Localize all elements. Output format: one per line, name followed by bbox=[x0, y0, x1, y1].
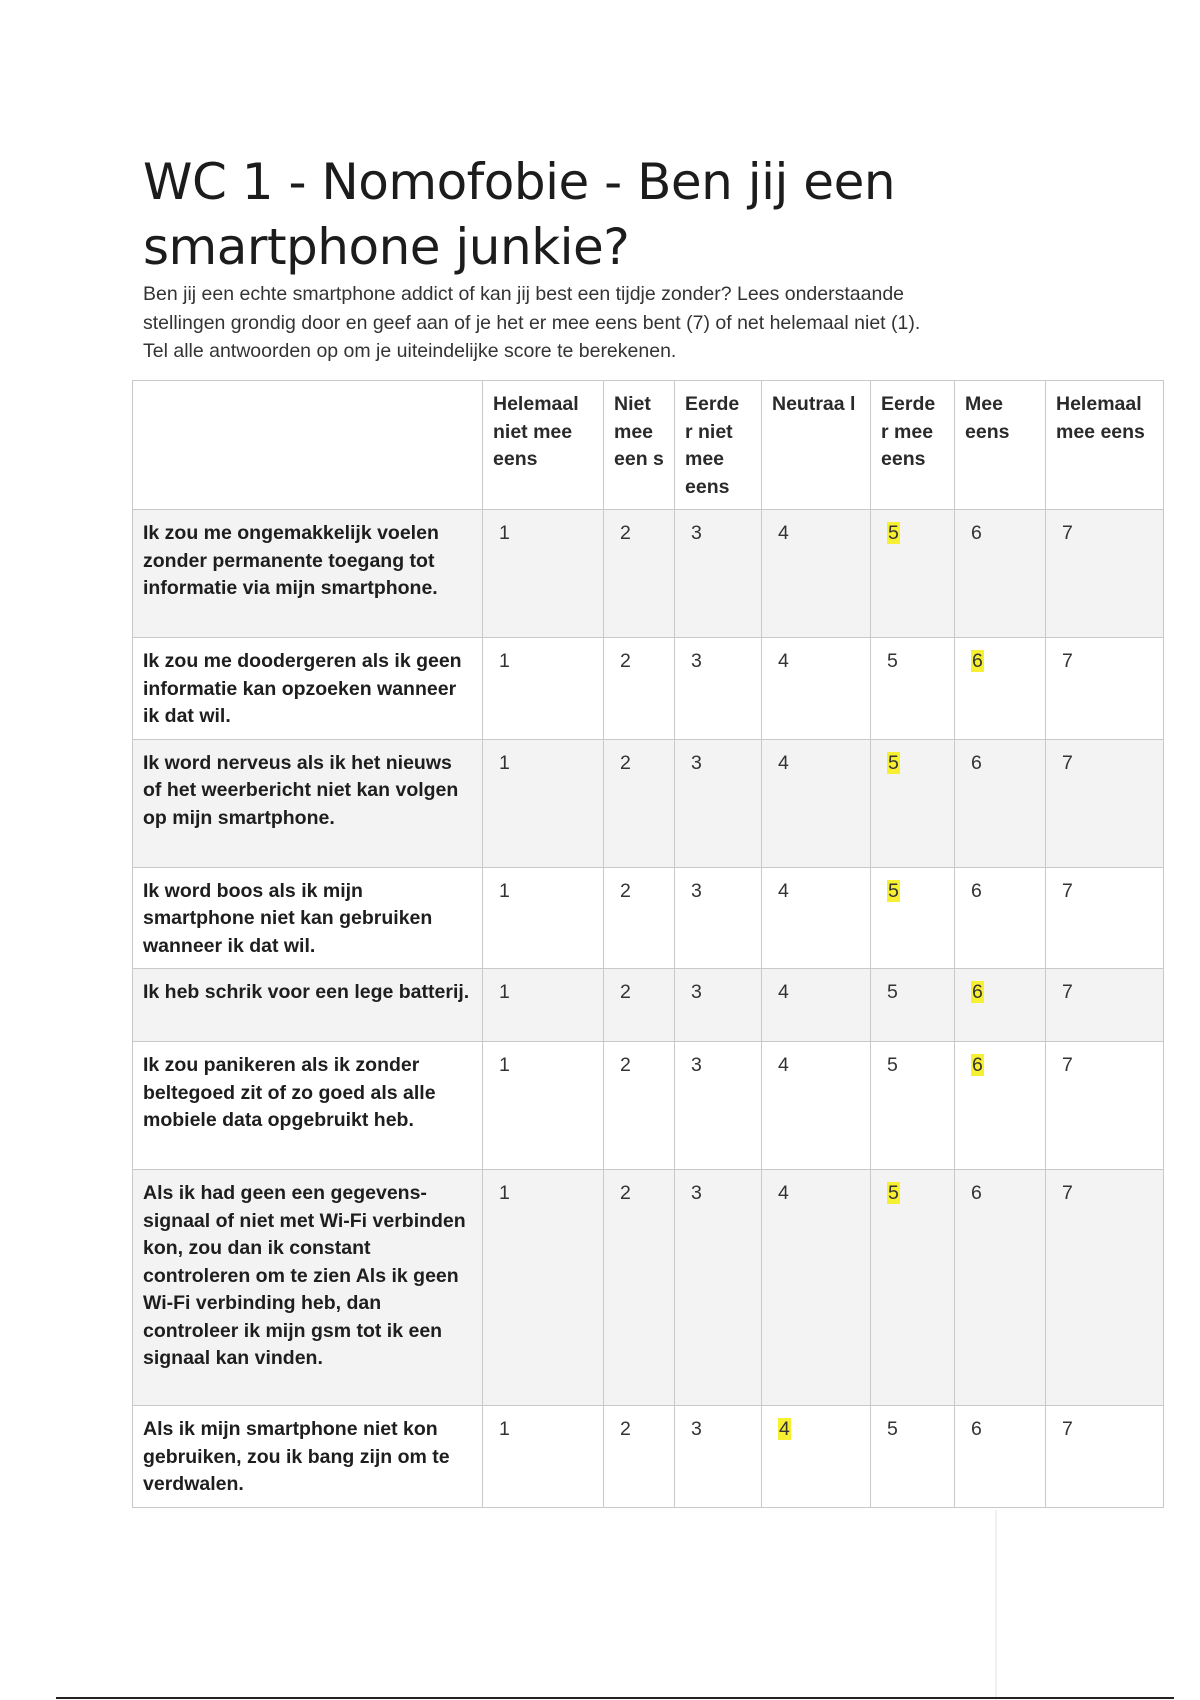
score-cell bbox=[955, 1042, 1046, 1170]
score-value: 5 bbox=[887, 1418, 898, 1440]
score-cell bbox=[955, 1406, 1046, 1508]
score-cell bbox=[604, 510, 675, 638]
score-cell bbox=[604, 1406, 675, 1508]
score-value: 4 bbox=[778, 1054, 789, 1076]
intro-line-3: Tel alle antwoorden op om je uiteindelijke score te berekenen. bbox=[143, 340, 677, 362]
score-cell bbox=[604, 867, 675, 969]
score-value: 6 bbox=[971, 1418, 982, 1440]
selected-score-highlight: 5 bbox=[888, 1182, 899, 1204]
score-cell bbox=[483, 969, 604, 1042]
score-cell bbox=[1046, 739, 1164, 867]
selected-score-highlight: 5 bbox=[888, 879, 899, 902]
statement-cell: Ik word nerveus als ik het nieuws of het weerbericht niet kan volgen op mijn smartphone. bbox=[133, 739, 483, 867]
score-value: 6 bbox=[971, 751, 982, 774]
score-value: 1 bbox=[499, 1182, 510, 1204]
score-cell bbox=[675, 1406, 762, 1508]
header-row bbox=[133, 381, 1164, 510]
score-cell bbox=[762, 1406, 871, 1508]
score-value: 3 bbox=[691, 981, 702, 1003]
score-value: 3 bbox=[691, 522, 702, 544]
score-cell bbox=[955, 867, 1046, 969]
score-value: 4 bbox=[778, 1182, 789, 1204]
table-row bbox=[133, 969, 1164, 1042]
page-title: WC 1 - Nomofobie - Ben jij een smartphone junkie? bbox=[143, 153, 896, 276]
score-cell bbox=[1046, 1042, 1164, 1170]
score-value: 6 bbox=[971, 879, 982, 902]
score-cell bbox=[1046, 638, 1164, 740]
intro-line-1: Ben jij een echte smartphone addict of kan jij best een tijdje zonder? Lees onderstaande bbox=[143, 283, 905, 305]
score-cell bbox=[1046, 867, 1164, 969]
score-cell bbox=[871, 1406, 955, 1508]
header-eerder-mee-eens: Eerde r mee eens bbox=[871, 381, 955, 510]
page-bottom-rule bbox=[56, 1697, 1174, 1699]
score-value: 2 bbox=[620, 981, 631, 1003]
score-cell bbox=[1046, 1170, 1164, 1406]
score-value: 7 bbox=[1062, 1054, 1073, 1076]
score-value: 3 bbox=[691, 879, 702, 902]
score-value: 1 bbox=[499, 522, 510, 544]
survey-body bbox=[133, 510, 1164, 1508]
score-cell bbox=[483, 1406, 604, 1508]
score-cell bbox=[955, 510, 1046, 638]
selected-score-highlight: 6 bbox=[972, 650, 983, 672]
score-value: 2 bbox=[620, 879, 631, 902]
score-cell bbox=[1046, 510, 1164, 638]
score-value: 3 bbox=[691, 1182, 702, 1204]
table-row bbox=[133, 739, 1164, 867]
score-value: 7 bbox=[1062, 650, 1073, 672]
score-value: 5 bbox=[887, 1054, 898, 1076]
score-value: 1 bbox=[499, 1054, 510, 1076]
score-cell bbox=[483, 1042, 604, 1170]
score-value: 5 bbox=[887, 650, 898, 672]
statement-cell: Als ik mijn smartphone niet kon gebruiken, zou ik bang zijn om te verdwalen. bbox=[133, 1406, 483, 1508]
score-cell bbox=[762, 1042, 871, 1170]
table-row bbox=[133, 510, 1164, 638]
score-cell bbox=[762, 638, 871, 740]
score-cell bbox=[483, 867, 604, 969]
table-row bbox=[133, 1170, 1164, 1406]
score-cell bbox=[675, 638, 762, 740]
score-cell bbox=[762, 969, 871, 1042]
score-value: 5 bbox=[887, 981, 898, 1003]
score-cell bbox=[604, 638, 675, 740]
score-value: 6 bbox=[971, 1182, 982, 1204]
header-mee-eens: Mee eens bbox=[955, 381, 1046, 510]
score-value: 2 bbox=[620, 1182, 631, 1204]
score-value: 1 bbox=[499, 1418, 510, 1440]
statement-cell: Als ik had geen een gegevens-signaal of niet met Wi-Fi verbinden kon, zou dan ik constant controleren om te zien Als ik geen Wi-Fi verbinding heb, dan controleer ik mijn gsm tot ik een signaal kan vinden. bbox=[133, 1170, 483, 1406]
selected-score-highlight: 6 bbox=[972, 1054, 983, 1076]
score-cell bbox=[955, 969, 1046, 1042]
page-artifact-line bbox=[995, 1510, 997, 1700]
score-value: 7 bbox=[1062, 879, 1073, 902]
score-cell bbox=[871, 739, 955, 867]
score-cell bbox=[955, 638, 1046, 740]
score-value: 3 bbox=[691, 1418, 702, 1440]
statement-cell: Ik zou panikeren als ik zonder beltegoed zit of zo goed als alle mobiele data opgebruikt heb. bbox=[133, 1042, 483, 1170]
score-cell bbox=[871, 638, 955, 740]
score-cell bbox=[604, 969, 675, 1042]
score-value: 1 bbox=[499, 879, 510, 902]
header-neutraal: Neutraa l bbox=[762, 381, 871, 510]
score-value: 6 bbox=[971, 522, 982, 544]
score-value: 2 bbox=[620, 522, 631, 544]
statement-cell: Ik heb schrik voor een lege batterij. bbox=[133, 969, 483, 1042]
score-value: 2 bbox=[620, 1418, 631, 1440]
score-cell bbox=[1046, 1406, 1164, 1508]
intro-line-2: stellingen grondig door en geef aan of je het er mee eens bent (7) of net helemaal niet (1). bbox=[143, 311, 921, 334]
score-cell bbox=[483, 510, 604, 638]
score-value: 2 bbox=[620, 1054, 631, 1076]
score-value: 4 bbox=[778, 981, 789, 1003]
score-value: 7 bbox=[1062, 751, 1073, 774]
score-value: 1 bbox=[499, 981, 510, 1003]
score-cell bbox=[675, 510, 762, 638]
score-value: 7 bbox=[1062, 981, 1073, 1003]
score-cell bbox=[955, 1170, 1046, 1406]
selected-score-highlight: 5 bbox=[888, 522, 899, 544]
score-cell bbox=[871, 1042, 955, 1170]
header-helemaal-mee-eens: Helemaal mee eens bbox=[1046, 381, 1164, 510]
score-cell bbox=[604, 739, 675, 867]
score-value: 3 bbox=[691, 650, 702, 672]
score-cell bbox=[955, 739, 1046, 867]
score-cell bbox=[871, 510, 955, 638]
score-cell bbox=[483, 638, 604, 740]
statement-cell: Ik word boos als ik mijn smartphone niet kan gebruiken wanneer ik dat wil. bbox=[133, 867, 483, 969]
score-cell bbox=[675, 969, 762, 1042]
score-cell bbox=[871, 969, 955, 1042]
score-cell bbox=[483, 739, 604, 867]
score-cell bbox=[675, 1170, 762, 1406]
score-cell bbox=[762, 510, 871, 638]
score-value: 3 bbox=[691, 1054, 702, 1076]
score-cell bbox=[675, 1042, 762, 1170]
score-value: 7 bbox=[1062, 1418, 1073, 1440]
score-cell bbox=[871, 867, 955, 969]
score-value: 1 bbox=[499, 650, 510, 672]
selected-score-highlight: 6 bbox=[972, 981, 983, 1003]
nomofobie-survey-table bbox=[132, 380, 1164, 1508]
header-statement bbox=[133, 381, 483, 510]
score-value: 1 bbox=[499, 751, 510, 774]
header-helemaal-niet-mee-eens: Helemaal niet mee eens bbox=[483, 381, 604, 510]
score-value: 4 bbox=[778, 879, 789, 902]
table-row bbox=[133, 638, 1164, 740]
score-cell bbox=[675, 739, 762, 867]
score-value: 7 bbox=[1062, 522, 1073, 544]
selected-score-highlight: 5 bbox=[888, 751, 899, 774]
score-cell bbox=[762, 1170, 871, 1406]
score-cell bbox=[483, 1170, 604, 1406]
score-cell bbox=[675, 867, 762, 969]
score-value: 2 bbox=[620, 751, 631, 774]
score-cell bbox=[762, 867, 871, 969]
table-row bbox=[133, 867, 1164, 969]
table-row bbox=[133, 1042, 1164, 1170]
score-value: 3 bbox=[691, 751, 702, 774]
score-cell bbox=[604, 1042, 675, 1170]
score-value: 4 bbox=[778, 522, 789, 544]
score-cell bbox=[871, 1170, 955, 1406]
statement-cell: Ik zou me doodergeren als ik geen informatie kan opzoeken wanneer ik dat wil. bbox=[133, 638, 483, 740]
header-eerder-niet-mee-eens: Eerde r niet mee eens bbox=[675, 381, 762, 510]
score-value: 4 bbox=[778, 751, 789, 774]
table-row bbox=[133, 1406, 1164, 1508]
intro-paragraph bbox=[143, 280, 1043, 366]
score-value: 2 bbox=[620, 650, 631, 672]
score-cell bbox=[1046, 969, 1164, 1042]
selected-score-highlight: 4 bbox=[779, 1418, 790, 1440]
score-cell bbox=[762, 739, 871, 867]
header-niet-mee-eens: Niet mee een s bbox=[604, 381, 675, 510]
score-value: 7 bbox=[1062, 1182, 1073, 1204]
statement-cell: Ik zou me ongemakkelijk voelen zonder permanente toegang tot informatie via mijn smartphone. bbox=[133, 510, 483, 638]
score-value: 4 bbox=[778, 650, 789, 672]
score-cell bbox=[604, 1170, 675, 1406]
